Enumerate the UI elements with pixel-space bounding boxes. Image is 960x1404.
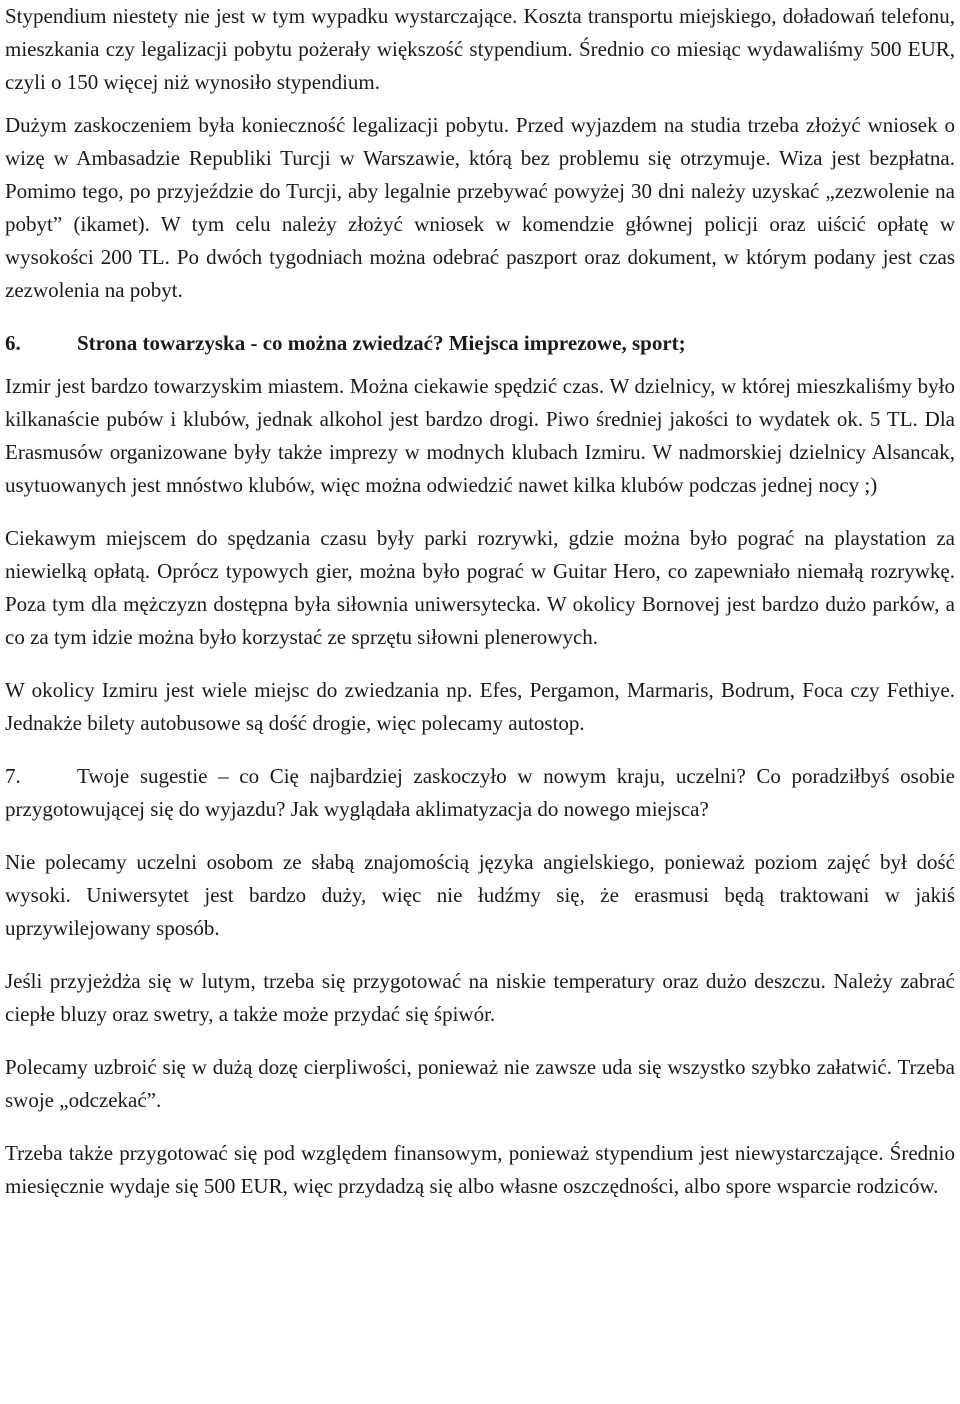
section-7-heading <box>5 760 955 826</box>
section-6-heading <box>5 327 955 360</box>
section-7-title: Twoje sugestie – co Cię najbardziej zaskoczyło w nowym kraju, uczelni? Co poradziłbyś osobie przygotowującej się do wyjazdu? Jak wyglądała aklimatyzacja do nowego miejsca? <box>5 764 955 821</box>
paragraph-finance-advice: Trzeba także przygotować się pod względem finansowym, ponieważ stypendium jest niewystarczające. Średnio miesięcznie wydaje się 500 EUR, więc przydadzą się albo własne oszczędności, albo spore wsparcie rodziców. <box>5 1141 955 1198</box>
section-7-number: 7. <box>5 764 21 788</box>
paragraph-residence-permit: Dużym zaskoczeniem była konieczność legalizacji pobytu. Przed wyjazdem na studia trzeba złożyć wniosek o wizę w Ambasadzie Republiki Turcji w Warszawie, którą bez problemu się otrzymuje. Wiza jest bezpłatna. Pomimo tego, po przyjeździe do Turcji, aby legalnie przebywać powyżej 30 dni należy uzyskać „zezwolenie na pobyt” (ikamet). W tym celu należy złożyć wniosek w komendzie głównej policji oraz uiścić opłatę w wysokości 200 TL. Po dwóch tygodniach można odebrać paszport oraz dokument, w którym podany jest czas zezwolenia na pobyt. <box>5 113 955 302</box>
paragraph-social-life: Izmir jest bardzo towarzyskim miastem. Można ciekawie spędzić czas. W dzielnicy, w której mieszkaliśmy było kilkanaście pubów i klubów, jednak alkohol jest bardzo drogi. Piwo średniej jakości to wydatek ok. 5 TL. Dla Erasmusów organizowane były także imprezy w modnych klubach Izmiru. W nadmorskiej dzielnicy Alsancak, usytuowanych jest mnóstwo klubów, więc można odwiedzić nawet kilka klubów podczas jednej nocy ;) <box>5 374 955 497</box>
paragraph-stipend: Stypendium niestety nie jest w tym wypadku wystarczające. Koszta transportu miejskiego, doładowań telefonu, mieszkania czy legalizacji pobytu pożerały większość stypendium. Średnio co miesiąc wydawaliśmy 500 EUR, czyli o 150 więcej niż wynosiło stypendium. <box>5 4 955 94</box>
paragraph-university-advice: Nie polecamy uczelni osobom ze słabą znajomością języka angielskiego, ponieważ poziom zajęć był dość wysoki. Uniwersytet jest bardzo duży, więc nie łudźmy się, że erasmusi będą traktowani w jakiś uprzywilejowany sposób. <box>5 850 955 940</box>
paragraph-weather-advice: Jeśli przyjeżdża się w lutym, trzeba się przygotować na niskie temperatury oraz dużo deszczu. Należy zabrać ciepłe bluzy oraz swetry, a także może przydać się śpiwór. <box>5 969 955 1026</box>
paragraph-sightseeing: W okolicy Izmiru jest wiele miejsc do zwiedzania np. Efes, Pergamon, Marmaris, Bodrum, Foca czy Fethiye. Jednakże bilety autobusowe są dość drogie, więc polecamy autostop. <box>5 678 955 735</box>
paragraph-amusement: Ciekawym miejscem do spędzania czasu były parki rozrywki, gdzie można było pograć na playstation za niewielką opłatą. Oprócz typowych gier, można było pograć w Guitar Hero, co zapewniało niemałą rozrywkę. Poza tym dla mężczyzn dostępna była siłownia uniwersytecka. W okolicy Bornovej jest bardzo dużo parków, a co za tym idzie można było korzystać ze sprzętu siłowni plenerowych. <box>5 526 955 649</box>
document-page <box>5 0 955 1203</box>
section-6-title: Strona towarzyska - co można zwiedzać? Miejsca imprezowe, sport; <box>77 331 686 355</box>
paragraph-patience-advice: Polecamy uzbroić się w dużą dozę cierpliwości, ponieważ nie zawsze uda się wszystko szybko załatwić. Trzeba swoje „odczekać”. <box>5 1055 955 1112</box>
section-6-number: 6. <box>5 331 21 355</box>
